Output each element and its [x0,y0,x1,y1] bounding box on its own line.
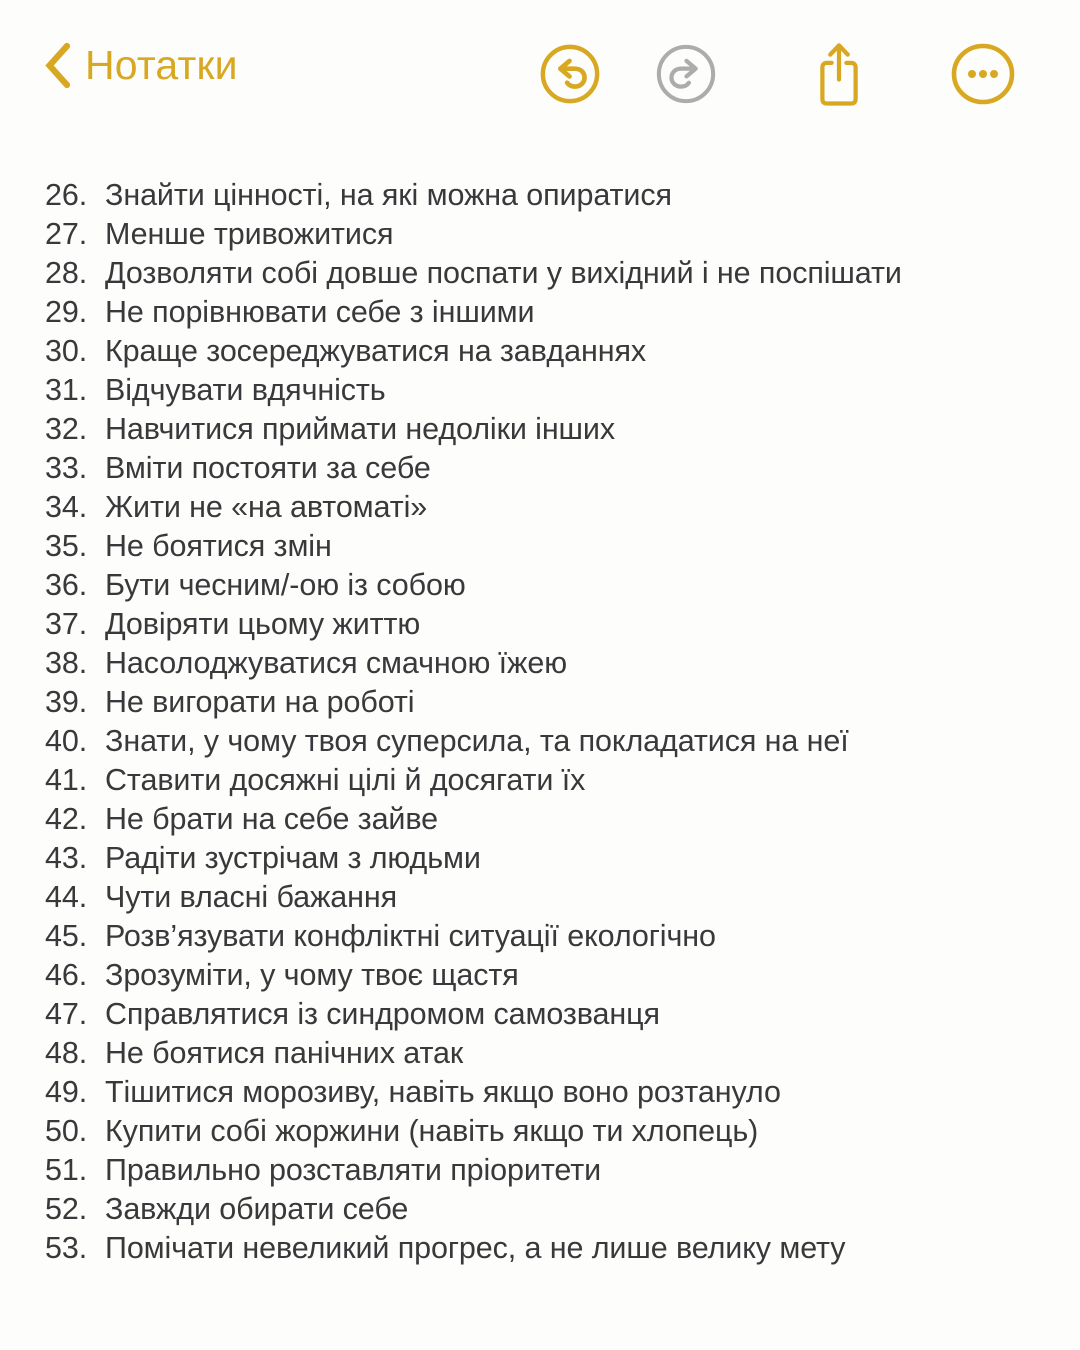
list-item [45,1112,1050,1151]
list-item [45,761,1050,800]
list-item [45,722,1050,761]
list-item-text: Не брати на себе зайве [105,802,438,836]
list-item-number: 37. [45,607,88,641]
list-item-number: 53. [45,1231,88,1265]
list-item [45,527,1050,566]
list-item-text: Розв’язувати конфліктні ситуації екологічно [105,919,716,953]
list-item [45,995,1050,1034]
list-item-number: 47. [45,997,88,1031]
note-content-area[interactable] [0,150,1080,1350]
list-item [45,410,1050,449]
list-item-text: Жити не «на автоматі» [105,490,428,524]
list-item [45,1151,1050,1190]
list-item-number: 29. [45,295,88,329]
list-item-text: Відчувати вдячність [105,373,386,407]
list-item [45,878,1050,917]
list-item-number: 32. [45,412,88,446]
undo-icon [539,43,601,105]
list-item-number: 35. [45,529,88,563]
list-item [45,644,1050,683]
list-item-number: 27. [45,217,88,251]
list-item [45,839,1050,878]
redo-button[interactable] [653,38,719,110]
list-item-text: Помічати невеликий прогрес, а не лише велику мету [105,1231,846,1265]
list-item-number: 38. [45,646,88,680]
list-item-number: 50. [45,1114,88,1148]
list-item-text: Краще зосереджуватися на завданнях [105,334,647,368]
list-item-text: Насолоджуватися смачною їжею [105,646,567,680]
list-item [45,1034,1050,1073]
list-item [45,800,1050,839]
list-item-text: Знати, у чому твоя суперсила, та покладатися на неї [105,724,849,758]
list-item-number: 40. [45,724,88,758]
list-item-text: Не боятися панічних атак [105,1036,464,1070]
navigation-bar [0,0,1080,145]
list-item-number: 31. [45,373,88,407]
list-item-number: 48. [45,1036,88,1070]
list-item-number: 39. [45,685,88,719]
list-item [45,254,1050,293]
list-item-text: Вміти постояти за себе [105,451,431,485]
list-item [45,332,1050,371]
list-item-text: Довіряти цьому життю [105,607,421,641]
list-item-number: 42. [45,802,88,836]
list-item-text: Справлятися із синдромом самозванця [105,997,660,1031]
list-item-text: Дозволяти собі довше поспати у вихідний і не поспішати [105,256,902,290]
undo-button[interactable] [537,38,603,110]
list-item-text: Не вигорати на роботі [105,685,415,719]
list-item-number: 34. [45,490,88,524]
list-item-text: Не порівнювати себе з іншими [105,295,535,329]
list-item-text: Радіти зустрічам з людьми [105,841,481,875]
list-item-number: 49. [45,1075,88,1109]
list-item-text: Знайти цінності, на які можна опиратися [105,178,672,212]
redo-icon [655,43,717,105]
more-button[interactable] [950,38,1016,110]
list-item-number: 52. [45,1192,88,1226]
list-item [45,956,1050,995]
list-item-text: Ставити досяжні цілі й досягати їх [105,763,586,797]
back-button-label: Нотатки [85,42,238,88]
list-item [45,683,1050,722]
list-item-number: 26. [45,178,88,212]
share-button[interactable] [806,38,872,110]
list-item-text: Навчитися приймати недоліки інших [105,412,616,446]
list-item [45,1073,1050,1112]
list-item-text: Тішитися морозиву, навіть якщо воно розтануло [105,1075,781,1109]
list-item-number: 33. [45,451,88,485]
list-item-number: 28. [45,256,88,290]
list-item-number: 45. [45,919,88,953]
list-item-text: Чути власні бажання [105,880,398,914]
list-item-number: 41. [45,763,88,797]
list-item [45,605,1050,644]
list-item-text: Бути чесним/-ою із собою [105,568,466,602]
list-item-text: Не боятися змін [105,529,332,563]
list-item-number: 46. [45,958,88,992]
list-item-text: Зрозуміти, у чому твоє щастя [105,958,519,992]
list-item-number: 36. [45,568,88,602]
list-item [45,1229,1050,1268]
note-list [0,150,1080,1268]
list-item [45,566,1050,605]
back-button[interactable] [44,42,238,89]
list-item-text: Менше тривожитися [105,217,394,251]
list-item [45,449,1050,488]
list-item-text: Купити собі жоржини (навіть якщо ти хлопець) [105,1114,759,1148]
share-icon [811,38,867,110]
list-item-number: 51. [45,1153,88,1187]
list-item [45,293,1050,332]
list-item-text: Завжди обирати себе [105,1192,409,1226]
list-item [45,917,1050,956]
list-item-number: 43. [45,841,88,875]
list-item [45,371,1050,410]
list-item [45,215,1050,254]
list-item-text: Правильно розставляти пріоритети [105,1153,602,1187]
list-item [45,1190,1050,1229]
chevron-left-icon [44,42,71,89]
list-item [45,488,1050,527]
list-item-number: 44. [45,880,88,914]
ellipsis-icon [951,43,1015,105]
list-item-number: 30. [45,334,88,368]
list-item [45,176,1050,215]
